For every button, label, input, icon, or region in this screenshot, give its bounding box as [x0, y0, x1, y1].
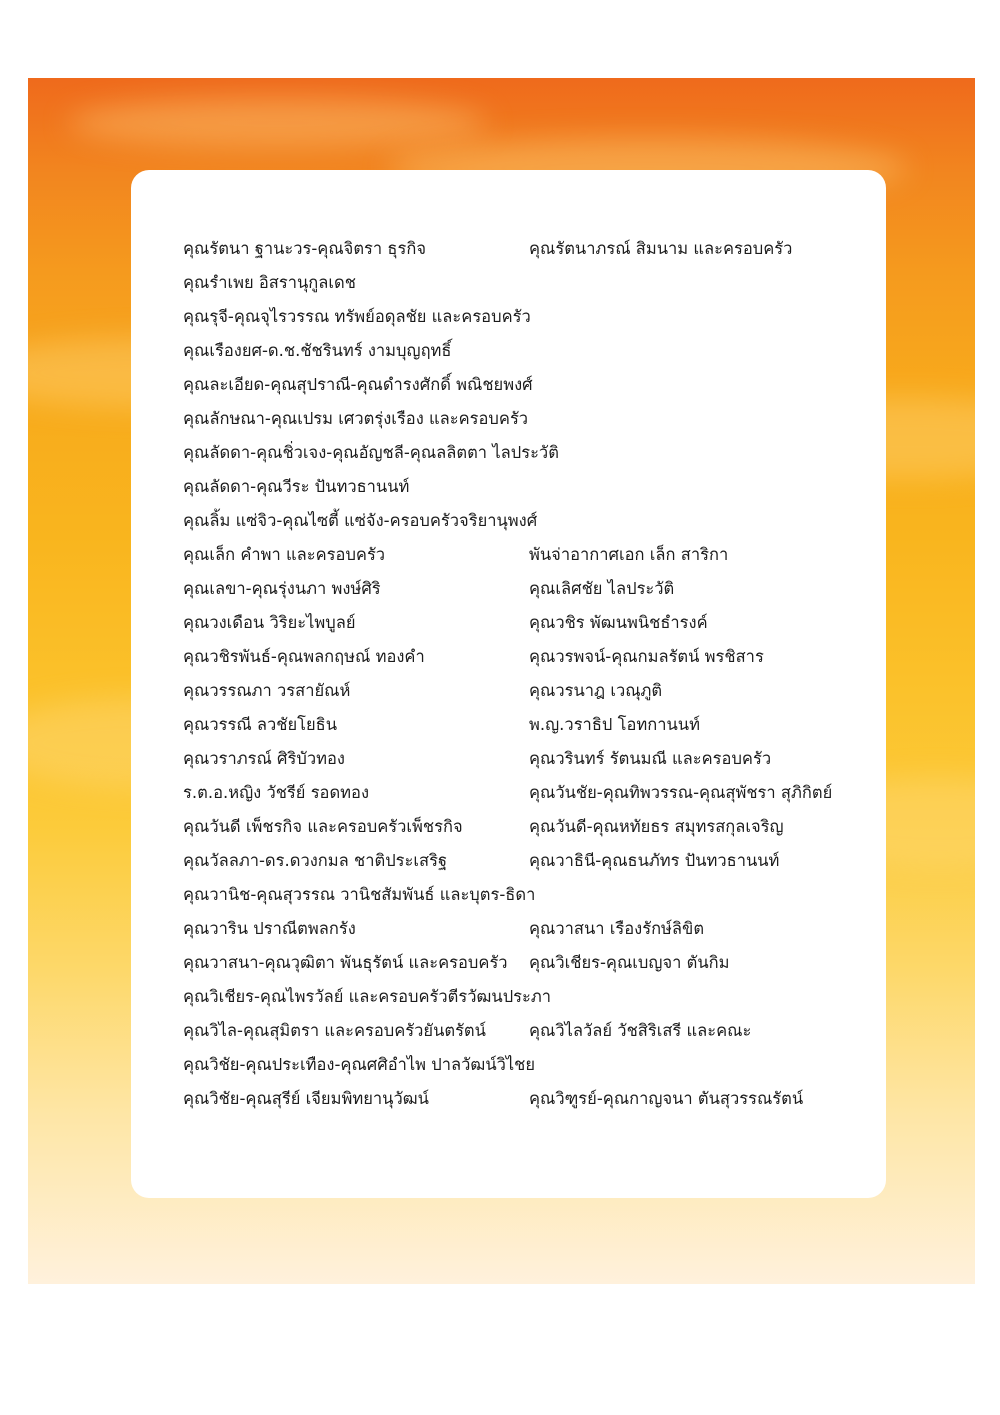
donor-name-left: คุณลิ้ม แซ่จิว-คุณไซตี้ แซ่จัง-ครอบครัวจริยานุพงศ์ — [183, 511, 538, 530]
list-item — [183, 674, 863, 708]
donor-name-left: คุณรัตนา ฐานะวร-คุณจิตรา ธุรกิจ — [183, 239, 426, 258]
donor-name-right: คุณวาธินี-คุณธนภัทร ปันทวธานนท์ — [529, 851, 780, 870]
list-item — [183, 1014, 863, 1048]
donor-name-right: คุณวรพจน์-คุณกมลรัตน์ พรชิสาร — [529, 647, 764, 666]
donor-name-right: คุณรัตนาภรณ์ สิมนาม และครอบครัว — [529, 239, 793, 258]
donor-name-right: คุณเลิศชัย ไลประวัติ — [529, 579, 675, 598]
list-item — [183, 980, 863, 1014]
donor-name-right: คุณวิเชียร-คุณเบญจา ตันกิม — [529, 953, 730, 972]
donor-name-left: คุณลัดดา-คุณชิ่วเจง-คุณอัญชลี-คุณลลิตตา ไลประวัติ — [183, 443, 559, 462]
donor-name-right: คุณวิฑูรย์-คุณกาญจนา ตันสุวรรณรัตน์ — [529, 1089, 804, 1108]
donor-name-left: คุณวชิรพันธ์-คุณพลกฤษณ์ ทองคำ — [183, 647, 425, 666]
donor-name-left: คุณเลขา-คุณรุ่งนภา พงษ์ศิริ — [183, 579, 381, 598]
donor-name-left: คุณวิชัย-คุณประเทือง-คุณศศิอำไพ ปาลวัฒน์วิไชย — [183, 1055, 536, 1074]
list-item — [183, 776, 863, 810]
donor-name-left: คุณเล็ก คำพา และครอบครัว — [183, 545, 386, 564]
donor-name-right: คุณวันดี-คุณหทัยธร สมุทรสกุลเจริญ — [529, 817, 784, 836]
list-item — [183, 640, 863, 674]
donor-name-left: คุณวรรณภา วรสายัณห์ — [183, 681, 351, 700]
list-item — [183, 878, 863, 912]
list-item — [183, 572, 863, 606]
donor-name-left: ร.ต.อ.หญิง วัชรีย์ รอดทอง — [183, 783, 370, 802]
list-item — [183, 300, 863, 334]
donor-name-right: คุณวาสนา เรืองรักษ์ลิขิต — [529, 919, 705, 938]
donor-name-right: คุณวรินทร์ รัตนมณี และครอบครัว — [529, 749, 772, 768]
list-item — [183, 1082, 863, 1116]
donor-name-left: คุณวิไล-คุณสุมิตรา และครอบครัวยันตรัตน์ — [183, 1021, 486, 1040]
donor-name-left: คุณวัลลภา-ดร.ดวงกมล ชาติประเสริฐ — [183, 851, 448, 870]
list-item — [183, 844, 863, 878]
donor-name-right: พ.ญ.วราธิป โอทกานนท์ — [529, 715, 700, 734]
list-item — [183, 504, 863, 538]
donor-name-right: คุณวชิร พัฒนพนิชธำรงค์ — [529, 613, 708, 632]
donor-name-right: คุณวรนาฎ เวณุภูติ — [529, 681, 663, 700]
list-item — [183, 436, 863, 470]
donor-name-left: คุณเรืองยศ-ด.ช.ชัชรินทร์ งามบุญฤทธิ์ — [183, 341, 452, 360]
donor-name-right: คุณวิไลวัลย์ วัชสิริเสรี และคณะ — [529, 1021, 752, 1040]
donor-name-left: คุณวงเดือน วิริยะไพบูลย์ — [183, 613, 356, 632]
list-item — [183, 334, 863, 368]
list-item — [183, 708, 863, 742]
donor-name-left: คุณวราภรณ์ ศิริบัวทอง — [183, 749, 345, 768]
donor-name-left: คุณวาริน ปราณีตพลกรัง — [183, 919, 356, 938]
list-item — [183, 810, 863, 844]
list-item — [183, 368, 863, 402]
donor-name-left: คุณวันดี เพ็ชรกิจ และครอบครัวเพ็ชรกิจ — [183, 817, 463, 836]
donor-name-left: คุณลักษณา-คุณเปรม เศวตรุ่งเรือง และครอบครัว — [183, 409, 529, 428]
list-item — [183, 946, 863, 980]
donor-name-right: พันจ่าอากาศเอก เล็ก สาริกา — [529, 545, 729, 564]
donor-name-left: คุณวิชัย-คุณสุรีย์ เจียมพิทยานุวัฒน์ — [183, 1089, 429, 1108]
donor-name-left: คุณวิเชียร-คุณไพรวัลย์ และครอบครัวตีรวัฒนประภา — [183, 987, 552, 1006]
donor-name-left: คุณวรรณี ลวชัยโยธิน — [183, 715, 338, 734]
list-item — [183, 742, 863, 776]
donor-name-left: คุณลัดดา-คุณวีระ ปันทวธานนท์ — [183, 477, 410, 496]
donor-name-list — [183, 232, 863, 1116]
list-item — [183, 606, 863, 640]
donor-name-right: คุณวันชัย-คุณทิพวรรณ-คุณสุพัชรา สุภิกิตย์ — [529, 783, 833, 802]
list-item — [183, 470, 863, 504]
list-item — [183, 232, 863, 266]
list-item — [183, 266, 863, 300]
list-item — [183, 538, 863, 572]
donor-name-left: คุณรำเพย อิสรานุกูลเดช — [183, 273, 356, 292]
list-item — [183, 402, 863, 436]
list-item — [183, 1048, 863, 1082]
donor-name-left: คุณละเอียด-คุณสุปราณี-คุณดำรงศักดิ์ พณิชยพงศ์ — [183, 375, 533, 394]
list-item — [183, 912, 863, 946]
donor-name-left: คุณวาสนา-คุณวุฒิตา พันธุรัตน์ และครอบครัว — [183, 953, 508, 972]
donor-name-left: คุณวานิช-คุณสุวรรณ วานิชสัมพันธ์ และบุตร-ธิดา — [183, 885, 536, 904]
names-card — [131, 170, 886, 1198]
donor-name-left: คุณรุจี-คุณจุไรวรรณ ทรัพย์อดุลชัย และครอบครัว — [183, 307, 531, 326]
